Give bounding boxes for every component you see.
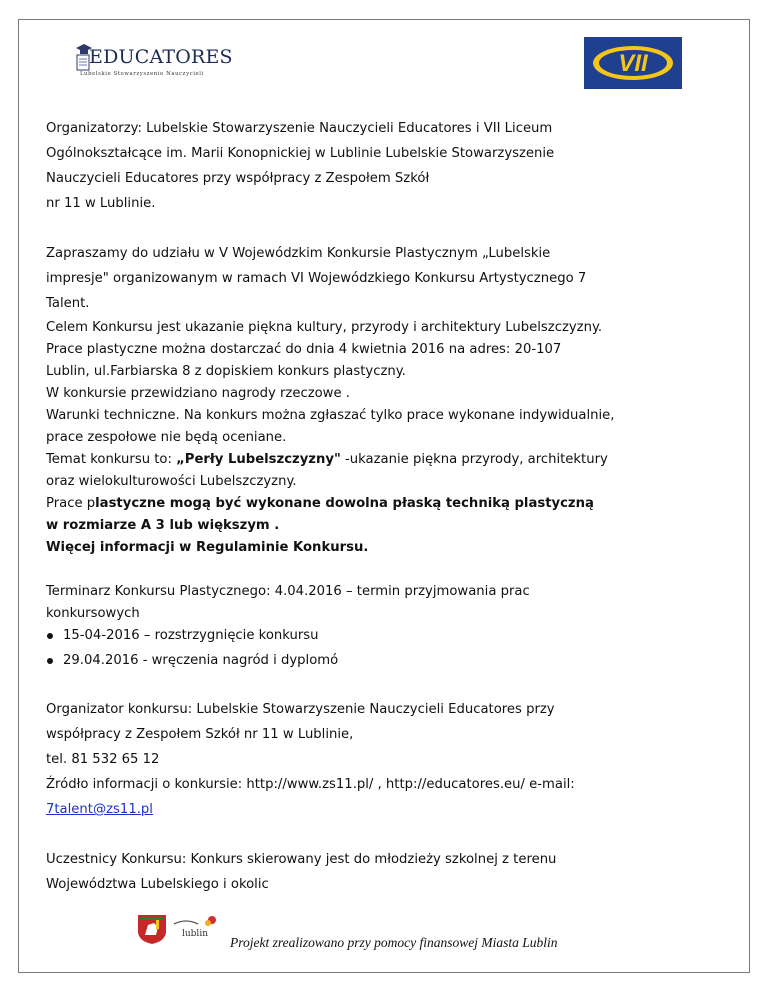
technique-line bbox=[46, 496, 594, 511]
organizers-line-2: Ogólnokształcące im. Marii Konopnickiej w Lublinie Lubelskie Stowarzyszenie bbox=[46, 146, 555, 161]
theme-title: „Perły Lubelszczyzny" bbox=[176, 452, 341, 467]
lublin-crest-icon bbox=[136, 913, 168, 945]
educatores-logo bbox=[75, 40, 245, 82]
schedule-line-2: konkursowych bbox=[46, 606, 140, 621]
organizers-line-4: nr 11 w Lublinie. bbox=[46, 196, 156, 211]
technique-bold: lastyczne mogą być wykonane dowolna płaską techniką plastyczną bbox=[95, 496, 594, 511]
organizers-line-3: Nauczycieli Educatores przy współpracy z Zespołem Szkół bbox=[46, 171, 430, 186]
technique-start: Prace p bbox=[46, 496, 96, 511]
contact-source: Źródło informacji o konkursie: http://www.zs11.pl/ , http://educatores.eu/ e-mail: bbox=[46, 777, 575, 792]
conditions-line-2: prace zespołowe nie będą oceniane. bbox=[46, 430, 287, 445]
educatores-logo-text: EDUCATORES bbox=[89, 46, 233, 68]
contact-line-1: Organizator konkursu: Lubelskie Stowarzyszenie Nauczycieli Educatores przy bbox=[46, 702, 555, 717]
schedule-item: 29.04.2016 - wręczenia nagród i dyplomó bbox=[46, 653, 338, 668]
contest-goal: Celem Konkursu jest ukazanie piękna kultury, przyrody i architektury Lubelszczyzny. bbox=[46, 320, 603, 335]
deadline-line-1: Prace plastyczne można dostarczać do dnia 4 kwietnia 2016 na adres: 20-107 bbox=[46, 342, 562, 357]
invitation-line-2: impresje" organizowanym w ramach VI Wojewódzkiego Konkursu Artystycznego 7 bbox=[46, 271, 587, 286]
prizes-line: W konkursie przewidziano nagrody rzeczowe . bbox=[46, 386, 350, 401]
contact-phone: tel. 81 532 65 12 bbox=[46, 752, 160, 767]
theme-line-1 bbox=[46, 452, 608, 467]
bullet-icon bbox=[47, 658, 53, 664]
educatores-logo-subtext: Lubelskie Stowarzyszenie Nauczycieli bbox=[80, 71, 204, 77]
invitation-line-1: Zapraszamy do udziału w V Wojewódzkim Konkursie Plastycznym „Lubelskie bbox=[46, 246, 551, 261]
lublin-logo-text: lublin bbox=[182, 929, 208, 939]
schedule-item: 15-04-2016 – rozstrzygnięcie konkursu bbox=[46, 628, 319, 643]
contact-line-2: współpracy z Zespołem Szkół nr 11 w Lublinie, bbox=[46, 727, 354, 742]
deadline-line-2: Lublin, ul.Farbiarska 8 z dopiskiem konkurs plastyczny. bbox=[46, 364, 406, 379]
vii-logo-text: VII bbox=[618, 50, 648, 77]
theme-label: Temat konkursu to: bbox=[46, 452, 177, 467]
bullet-icon bbox=[47, 633, 53, 639]
size-line: w rozmiarze A 3 lub większym . bbox=[46, 518, 280, 533]
more-info-line: Więcej informacji w Regulaminie Konkursu. bbox=[46, 540, 369, 555]
vii-liceum-logo bbox=[584, 37, 682, 89]
participants-line-2: Województwa Lubelskiego i okolic bbox=[46, 877, 269, 892]
organizers-line-1: Organizatorzy: Lubelskie Stowarzyszenie Nauczycieli Educatores i VII Liceum bbox=[46, 121, 553, 136]
email-link[interactable]: 7talent@zs11.pl bbox=[46, 802, 153, 817]
schedule-line-1: Terminarz Konkursu Plastycznego: 4.04.2016 – termin przyjmowania prac bbox=[46, 584, 530, 599]
footer-funding-note: Projekt zrealizowano przy pomocy finansowej Miasta Lublin bbox=[230, 935, 558, 950]
lublin-city-logo bbox=[172, 914, 220, 944]
theme-line-2: oraz wielokulturowości Lubelszczyzny. bbox=[46, 474, 297, 489]
participants-line-1: Uczestnicy Konkursu: Konkurs skierowany jest do młodzieży szkolnej z terenu bbox=[46, 852, 557, 867]
theme-rest: -ukazanie piękna przyrody, architektury bbox=[340, 452, 608, 467]
conditions-line-1: Warunki techniczne. Na konkurs można zgłaszać tylko prace wykonane indywidualnie, bbox=[46, 408, 615, 423]
invitation-line-3: Talent. bbox=[46, 296, 90, 311]
